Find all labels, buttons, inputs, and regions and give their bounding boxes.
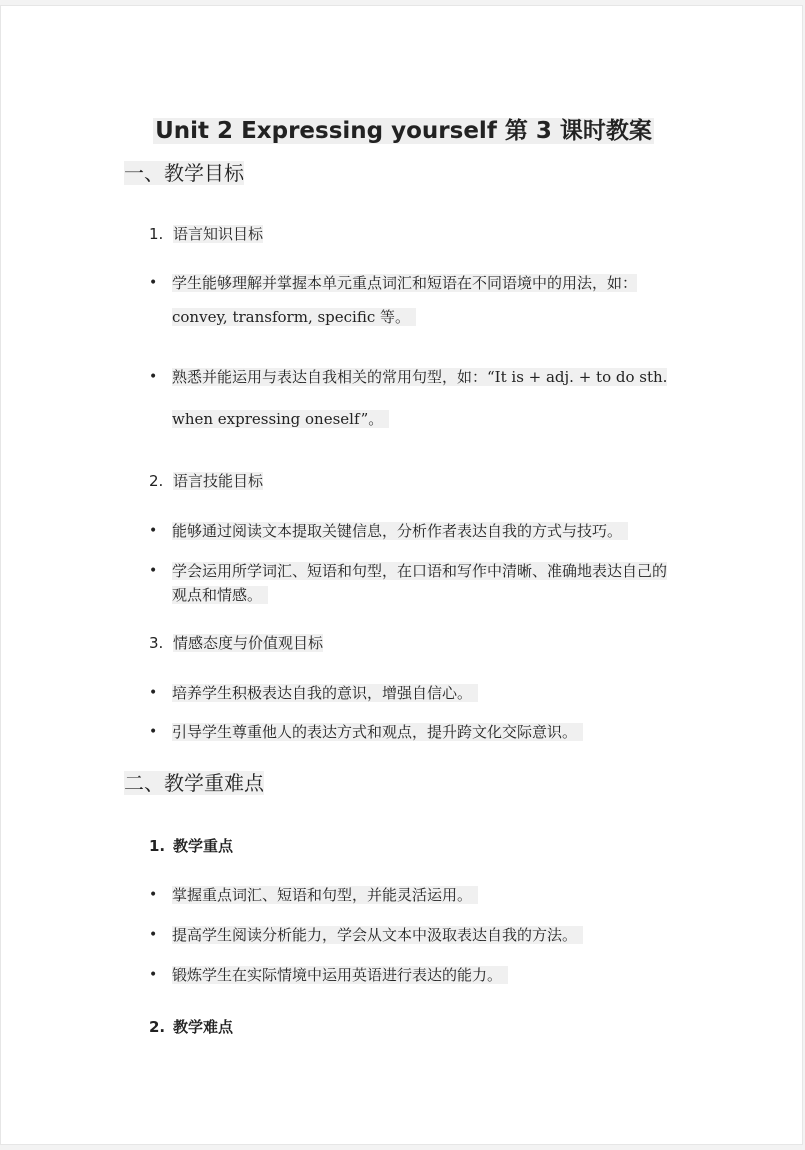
bullet-icon: •	[149, 369, 158, 385]
bullet-icon: •	[149, 523, 158, 539]
document-title: Unit 2 Expressing yourself 第 3 课时教案	[155, 118, 652, 144]
bullet-item: • 学生能够理解并掌握本单元重点词汇和短语在不同语境中的用法，如：convey, transform, specific 等。	[149, 266, 679, 334]
section-heading-key-points: 二、教学重难点	[124, 771, 264, 795]
numbered-item-attitudes-values: 3. 情感态度与价值观目标	[149, 634, 324, 652]
numbered-item-language-skills: 2. 语言技能目标	[149, 472, 264, 490]
bullet-icon: •	[149, 967, 158, 983]
bullet-item: • 学会运用所学词汇、短语和句型，在口语和写作中清晰、准确地表达自己的观点和情感。	[149, 559, 679, 607]
bullet-item: • 熟悉并能运用与表达自我相关的常用句型，如：“It is + adj. + to do sth. when expressing oneself”。	[149, 356, 679, 440]
bullet-item: • 提高学生阅读分析能力，学会从文本中汲取表达自我的方法。	[149, 923, 679, 947]
bullet-item: • 培养学生积极表达自我的意识，增强自信心。	[149, 681, 679, 705]
bullet-icon: •	[149, 724, 158, 740]
bullet-icon: •	[149, 685, 158, 701]
numbered-item-teaching-focus: 1. 教学重点	[149, 837, 234, 855]
section-heading-objectives: 一、教学目标	[124, 161, 244, 185]
bullet-item: • 锻炼学生在实际情境中运用英语进行表达的能力。	[149, 963, 679, 987]
bullet-item: • 能够通过阅读文本提取关键信息，分析作者表达自我的方式与技巧。	[149, 519, 679, 543]
bullet-icon: •	[149, 275, 158, 291]
bullet-icon: •	[149, 563, 158, 579]
numbered-item-language-knowledge: 1. 语言知识目标	[149, 225, 264, 243]
bullet-icon: •	[149, 927, 158, 943]
bullet-item: • 掌握重点词汇、短语和句型，并能灵活运用。	[149, 883, 679, 907]
document-page	[0, 5, 803, 1145]
bullet-icon: •	[149, 887, 158, 903]
bullet-item: • 引导学生尊重他人的表达方式和观点，提升跨文化交际意识。	[149, 720, 679, 744]
numbered-item-teaching-difficulty: 2. 教学难点	[149, 1018, 234, 1036]
